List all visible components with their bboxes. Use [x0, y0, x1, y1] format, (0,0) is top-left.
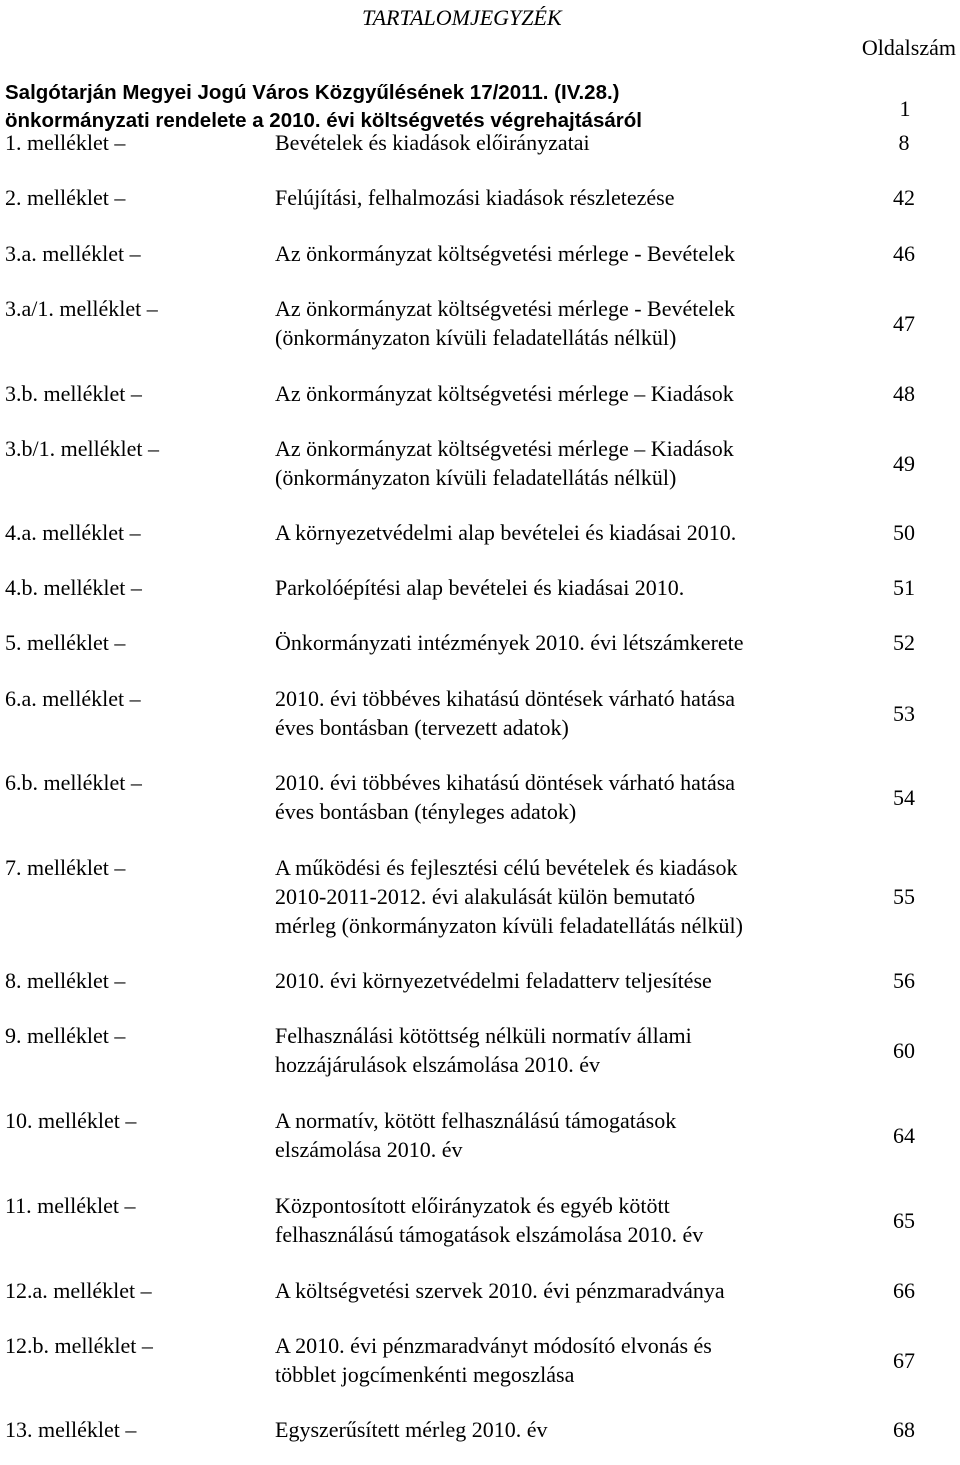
toc-entry-title-line: Központosított előirányzatok és egyéb kötött: [275, 1193, 670, 1218]
toc-entry: [0, 379, 960, 408]
toc-entry-label: 7. melléklet –: [5, 855, 126, 880]
toc-entry: [0, 128, 960, 157]
toc-entry-title-line: Egyszerűsített mérleg 2010. év: [275, 1417, 548, 1442]
toc-entry-label: 3.b. melléklet –: [5, 381, 142, 406]
toc-entry-label: 2. melléklet –: [5, 185, 126, 210]
toc-entry-label: 6.b. melléklet –: [5, 770, 142, 795]
toc-entry: [0, 966, 960, 995]
toc-entry-label: 9. melléklet –: [5, 1023, 126, 1048]
toc-entry-page-number: 68: [893, 1417, 915, 1442]
toc-entry-title-line: 2010. évi többéves kihatású döntések várható hatása: [275, 686, 736, 711]
toc-entry-title-line: (önkormányzaton kívüli feladatellátás nélkül): [275, 325, 677, 350]
toc-entry-title-line: Önkormányzati intézmények 2010. évi létszámkerete: [275, 630, 744, 655]
toc-entry-title: [275, 379, 855, 408]
toc-entry: [0, 1331, 960, 1389]
toc-entry-label: 3.b/1. melléklet –: [5, 436, 159, 461]
toc-entry-page-number: 54: [893, 784, 915, 810]
toc-entry-label: 8. melléklet –: [5, 968, 126, 993]
toc-entry: [0, 573, 960, 602]
toc-entry-page-number: 67: [893, 1347, 915, 1373]
toc-entry-label: 3.a/1. melléklet –: [5, 296, 158, 321]
toc-entry: [0, 1021, 960, 1079]
toc-entry-label: 1. melléklet –: [5, 130, 126, 155]
toc-entry: [0, 183, 960, 212]
toc-entry-title-line: elszámolása 2010. év: [275, 1137, 463, 1162]
toc-entry-title-line: Az önkormányzat költségvetési mérlege – Kiadások: [275, 381, 734, 406]
toc-entry-title: [275, 128, 855, 157]
toc-entry-title-line: mérleg (önkormányzaton kívüli feladatellátás nélkül): [275, 913, 743, 938]
toc-entry-page-number: 49: [893, 450, 915, 476]
toc-entry-title: [275, 434, 855, 492]
toc-entry-title-line: Parkolóépítési alap bevételei és kiadásai 2010.: [275, 575, 685, 600]
toc-entry-label: 13. melléklet –: [5, 1417, 137, 1442]
toc-entry-title: [275, 628, 855, 657]
toc-entry-page-number: 8: [898, 130, 910, 155]
toc-entry: [0, 684, 960, 742]
toc-entry: [0, 853, 960, 940]
toc-entry-label: 6.a. melléklet –: [5, 686, 141, 711]
toc-entry-page-number: 56: [893, 968, 915, 993]
toc-entry-title: [275, 1276, 855, 1305]
toc-entry-title: [275, 684, 855, 742]
decree-heading: [5, 79, 805, 135]
toc-entry-title: [275, 573, 855, 602]
toc-entry-title: [275, 768, 855, 826]
toc-entry-title-line: A 2010. évi pénzmaradványt módosító elvonás és: [275, 1333, 712, 1358]
toc-entry-title-line: A működési és fejlesztési célú bevételek és kiadások: [275, 855, 738, 880]
toc-entry-title-line: Az önkormányzat költségvetési mérlege - Bevételek: [275, 296, 735, 321]
toc-entry-page-number: 50: [893, 520, 915, 545]
toc-entry-label: 11. melléklet –: [5, 1193, 136, 1218]
toc-entry-label: 4.a. melléklet –: [5, 520, 141, 545]
toc-entry-label: 3.a. melléklet –: [5, 241, 141, 266]
toc-entry-title-line: A normatív, kötött felhasználású támogatások: [275, 1108, 677, 1133]
toc-title: TARTALOMJEGYZÉK: [362, 5, 562, 30]
toc-entry-label: 12.b. melléklet –: [5, 1333, 153, 1358]
toc-entry-title-line: hozzájárulások elszámolása 2010. év: [275, 1052, 600, 1077]
toc-entry-title-line: éves bontásban (tényleges adatok): [275, 799, 577, 824]
toc-entry-title: [275, 966, 855, 995]
toc-entry-title: [275, 1021, 855, 1079]
toc-entry-title-line: Felújítási, felhalmozási kiadások részletezése: [275, 185, 675, 210]
toc-entry-title-line: éves bontásban (tervezett adatok): [275, 715, 569, 740]
toc-entry: [0, 768, 960, 826]
toc-entry: [0, 1106, 960, 1164]
toc-entry-title-line: (önkormányzaton kívüli feladatellátás nélkül): [275, 465, 677, 490]
toc-entry-title: [275, 1331, 855, 1389]
toc-entry-title-line: A költségvetési szervek 2010. évi pénzmaradványa: [275, 1278, 725, 1303]
toc-entry-title-line: 2010. évi környezetvédelmi feladatterv teljesítése: [275, 968, 712, 993]
toc-entry-title-line: 2010. évi többéves kihatású döntések várható hatása: [275, 770, 736, 795]
toc-entry-page-number: 60: [893, 1037, 915, 1063]
toc-entry-page-number: 52: [893, 630, 915, 655]
toc-entry-page-number: 47: [893, 310, 915, 336]
toc-entry-title: [275, 1191, 855, 1249]
decree-line-2: önkormányzati rendelete a 2010. évi költségvetés végrehajtásáról: [5, 109, 642, 132]
toc-entry-title-line: Az önkormányzat költségvetési mérlege – Kiadások: [275, 436, 734, 461]
decree-line-1: Salgótarján Megyei Jogú Város Közgyűlésének 17/2011. (IV.28.): [5, 81, 620, 104]
toc-entry-page-number: 51: [893, 575, 915, 600]
toc-entry: [0, 1276, 960, 1305]
decree-page-number: 1: [899, 96, 911, 121]
toc-entry-title: [275, 183, 855, 212]
toc-entry-label: 4.b. melléklet –: [5, 575, 142, 600]
toc-entry: [0, 434, 960, 492]
toc-entry-title-line: Bevételek és kiadások előirányzatai: [275, 130, 590, 155]
toc-entry-title: [275, 1106, 855, 1164]
toc-entry-page-number: 64: [893, 1122, 915, 1148]
toc-entry-title: [275, 518, 855, 547]
toc-entry-title: [275, 239, 855, 268]
toc-entry-title-line: 2010-2011-2012. évi alakulását külön bemutató: [275, 884, 696, 909]
toc-entry-title-line: Az önkormányzat költségvetési mérlege - Bevételek: [275, 241, 735, 266]
toc-entry-page-number: 53: [893, 700, 915, 726]
toc-entry: [0, 628, 960, 657]
toc-entry-title-line: többlet jogcímenkénti megoszlása: [275, 1362, 575, 1387]
toc-entry-title-line: A környezetvédelmi alap bevételei és kiadásai 2010.: [275, 520, 737, 545]
toc-entry-title-line: felhasználású támogatások elszámolása 2010. év: [275, 1222, 704, 1247]
toc-entry-label: 12.a. melléklet –: [5, 1278, 152, 1303]
toc-entry: [0, 1191, 960, 1249]
toc-entry: [0, 294, 960, 352]
toc-entry: [0, 1415, 960, 1444]
toc-entry-title: [275, 1415, 855, 1444]
page-column-header: Oldalszám: [861, 35, 956, 60]
toc-entry-title-line: Felhasználási kötöttség nélküli normatív állami: [275, 1023, 692, 1048]
toc-entry-page-number: 48: [893, 381, 915, 406]
toc-entry-title: [275, 294, 855, 352]
toc-entry: [0, 239, 960, 268]
toc-entry-page-number: 66: [893, 1278, 915, 1303]
toc-entry-page-number: 65: [893, 1207, 915, 1233]
toc-entry-label: 10. melléklet –: [5, 1108, 137, 1133]
toc-entry-page-number: 42: [893, 185, 915, 210]
toc-entry: [0, 518, 960, 547]
toc-entry-page-number: 55: [893, 884, 915, 909]
toc-entry-page-number: 46: [893, 241, 915, 266]
toc-entry-label: 5. melléklet –: [5, 630, 126, 655]
toc-entry-title: [275, 853, 855, 940]
